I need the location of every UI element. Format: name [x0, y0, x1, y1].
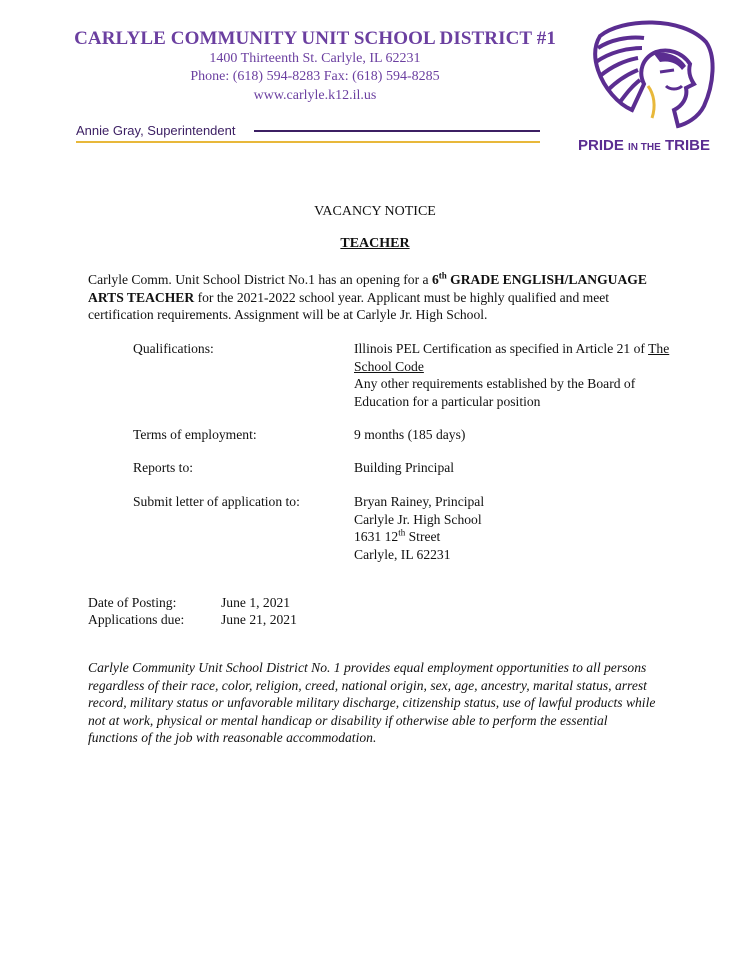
- submit-label: Submit letter of application to:: [133, 494, 300, 509]
- applications-due-value: June 21, 2021: [221, 612, 297, 627]
- qualifications-value: [354, 340, 714, 410]
- qualifications-label: Qualifications:: [133, 341, 214, 356]
- intro-line2: for the 2021-2022 school year. Applicant must be highly qualified and meet: [194, 289, 610, 305]
- position-title: TEACHER: [340, 236, 410, 251]
- pride-tagline: [578, 137, 710, 154]
- tribe-logo-icon: [582, 14, 722, 129]
- tagline-in-the: IN THE: [628, 142, 661, 153]
- position-bold: ARTS TEACHER: [88, 289, 195, 305]
- grade-number: 6: [431, 272, 439, 287]
- header-rule-gold: [76, 141, 540, 143]
- district-phone-fax: Phone: (618) 594-8283 Fax: (618) 594-8285: [190, 69, 440, 84]
- grade-rest: GRADE ENGLISH/LANGUAGE: [446, 272, 647, 287]
- posting-date-value: June 1, 2021: [221, 595, 291, 610]
- school-code-link-end: School Code: [354, 358, 424, 374]
- district-website: www.carlyle.k12.il.us: [253, 88, 377, 103]
- intro-paragraph: [88, 271, 708, 324]
- posting-date-label: Date of Posting:: [88, 595, 177, 610]
- header-rule-purple: [254, 130, 540, 132]
- submit-line4: Carlyle, IL 62231: [354, 546, 451, 562]
- district-name: CARLYLE COMMUNITY UNIT SCHOOL DISTRICT #1: [74, 28, 556, 49]
- eeo-line2: regardless of their race, color, religion, creed, national origin, sex, age, ancestry, marital status, arrest: [88, 677, 647, 693]
- reports-value: Building Principal: [354, 460, 455, 475]
- qualifications-line4: Education for a particular position: [354, 393, 541, 409]
- eeo-line3: record, military status or unfavorable military discharge, citizenship status, use of lawful products while: [88, 695, 656, 710]
- terms-value: 9 months (185 days): [354, 427, 466, 442]
- tagline-pride: PRIDE: [578, 137, 624, 154]
- submit-address: [354, 493, 714, 563]
- submit-line3-b: Street: [405, 529, 441, 544]
- applications-due-label: Applications due:: [88, 612, 185, 627]
- reports-label: Reports to:: [133, 460, 194, 475]
- eeo-line4: not at work, physical or mental handicap or disability if otherwise able to perform the essential: [88, 712, 608, 728]
- tagline-tribe: TRIBE: [664, 137, 710, 154]
- submit-line3-sup: th: [398, 527, 406, 538]
- intro-line3: certification requirements. Assignment will be at Carlyle Jr. High School.: [88, 307, 488, 322]
- eeo-line5: functions of the job with reasonable accommodation.: [88, 730, 377, 745]
- district-address: 1400 Thirteenth St. Carlyle, IL 62231: [209, 51, 421, 66]
- school-code-link-start: The: [648, 341, 670, 356]
- superintendent-name: Annie Gray, Superintendent: [76, 123, 236, 138]
- terms-label: Terms of employment:: [133, 427, 257, 442]
- submit-line1: Bryan Rainey, Principal: [354, 494, 485, 509]
- intro-start: Carlyle Comm. Unit School District No.1 has an opening for a: [88, 272, 432, 287]
- qualifications-line3: Any other requirements established by the Board of: [354, 376, 636, 391]
- eeo-statement: [88, 659, 728, 747]
- submit-line2: Carlyle Jr. High School: [354, 511, 482, 527]
- grade-suffix: th: [438, 270, 447, 281]
- notice-title: VACANCY NOTICE: [314, 204, 436, 219]
- qualifications-line1: Illinois PEL Certification as specified in Article 21 of: [354, 341, 649, 356]
- submit-line3-a: 1631 12: [354, 529, 399, 544]
- eeo-line1: Carlyle Community Unit School District No. 1 provides equal employment opportunities to all persons: [88, 660, 647, 675]
